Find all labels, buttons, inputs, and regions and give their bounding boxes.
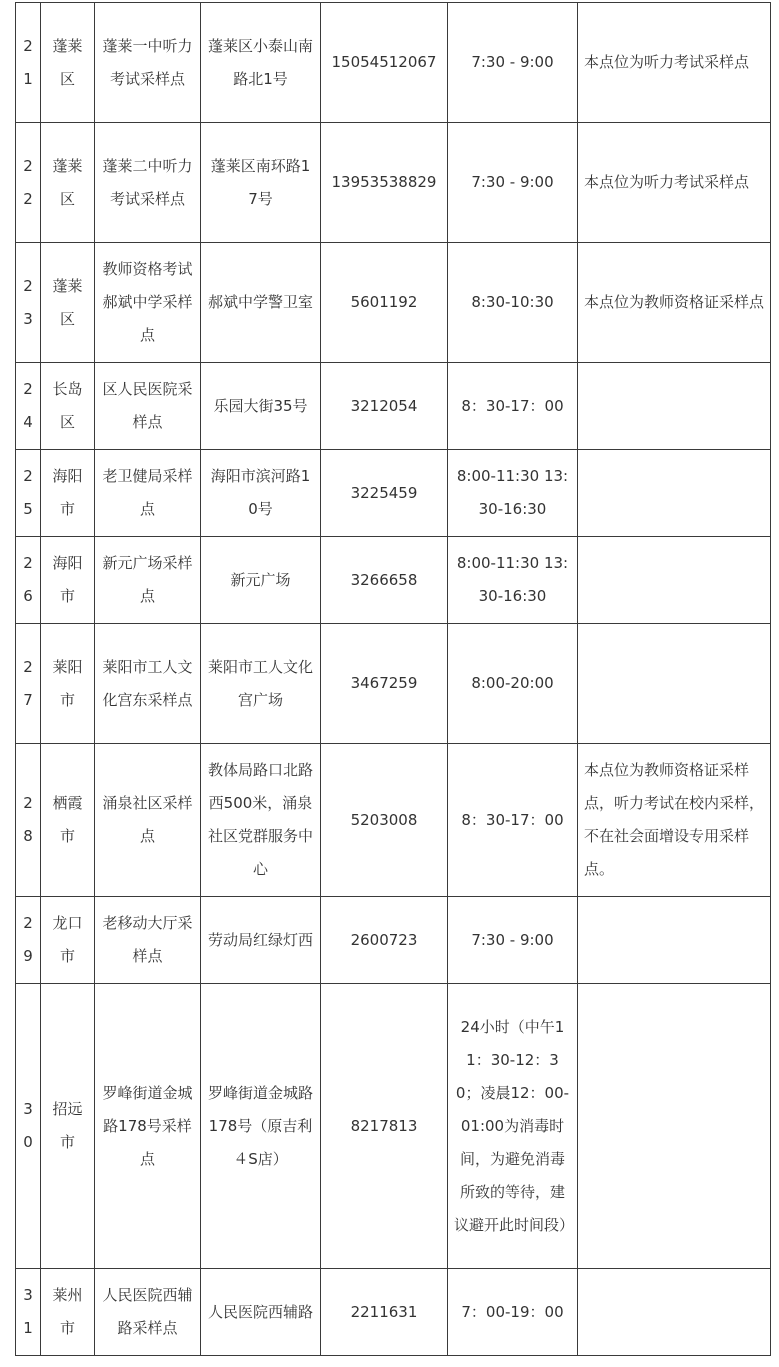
- table-row: [16, 624, 771, 744]
- address-cell: 莱阳市工人文化宫广场: [201, 624, 321, 744]
- district-cell: 莱阳市: [41, 624, 95, 744]
- row-number: 23: [16, 243, 41, 363]
- table-row: [16, 450, 771, 537]
- address-cell: 乐园大街35号: [201, 363, 321, 450]
- note-cell: [578, 897, 771, 984]
- district-cell: 蓬莱区: [41, 3, 95, 123]
- district-cell: 蓬莱区: [41, 123, 95, 243]
- note-cell: [578, 450, 771, 537]
- site-name-cell: 蓬莱一中听力考试采样点: [95, 3, 201, 123]
- site-name-cell: 新元广场采样点: [95, 537, 201, 624]
- note-cell: 本点位为听力考试采样点: [578, 123, 771, 243]
- district-cell: 海阳市: [41, 537, 95, 624]
- hours-cell: 7:30 - 9:00: [448, 897, 578, 984]
- row-number: 28: [16, 744, 41, 897]
- district-cell: 栖霞市: [41, 744, 95, 897]
- note-cell: 本点位为听力考试采样点: [578, 3, 771, 123]
- site-name-cell: 区人民医院采样点: [95, 363, 201, 450]
- address-cell: 郝斌中学警卫室: [201, 243, 321, 363]
- phone-cell: 3467259: [321, 624, 448, 744]
- table-row: [16, 537, 771, 624]
- table-row: [16, 123, 771, 243]
- row-number: 27: [16, 624, 41, 744]
- hours-cell: 8:00-11:30 13:30-16:30: [448, 450, 578, 537]
- address-cell: 罗峰街道金城路178号（原吉利４S店）: [201, 984, 321, 1269]
- phone-cell: 15054512067: [321, 3, 448, 123]
- hours-cell: 7:30 - 9:00: [448, 3, 578, 123]
- address-cell: 劳动局红绿灯西: [201, 897, 321, 984]
- district-cell: 莱州市: [41, 1269, 95, 1356]
- phone-cell: 5203008: [321, 744, 448, 897]
- site-name-cell: 莱阳市工人文化宫东采样点: [95, 624, 201, 744]
- table-row: [16, 1269, 771, 1356]
- site-name-cell: 蓬莱二中听力考试采样点: [95, 123, 201, 243]
- row-number: 22: [16, 123, 41, 243]
- district-cell: 蓬莱区: [41, 243, 95, 363]
- sampling-sites-table: [15, 2, 771, 1356]
- note-cell: 本点位为教师资格证采样点: [578, 243, 771, 363]
- address-cell: 人民医院西辅路: [201, 1269, 321, 1356]
- site-name-cell: 罗峰街道金城路178号采样点: [95, 984, 201, 1269]
- phone-cell: 3212054: [321, 363, 448, 450]
- table-row: [16, 3, 771, 123]
- row-number: 31: [16, 1269, 41, 1356]
- phone-cell: 2600723: [321, 897, 448, 984]
- district-cell: 招远市: [41, 984, 95, 1269]
- site-name-cell: 老卫健局采样点: [95, 450, 201, 537]
- hours-cell: 8:00-20:00: [448, 624, 578, 744]
- site-name-cell: 涌泉社区采样点: [95, 744, 201, 897]
- site-name-cell: 教师资格考试郝斌中学采样点: [95, 243, 201, 363]
- note-cell: [578, 1269, 771, 1356]
- row-number: 29: [16, 897, 41, 984]
- row-number: 25: [16, 450, 41, 537]
- note-cell: [578, 984, 771, 1269]
- table-row: [16, 363, 771, 450]
- address-cell: 海阳市滨河路10号: [201, 450, 321, 537]
- address-cell: 蓬莱区南环路17号: [201, 123, 321, 243]
- row-number: 24: [16, 363, 41, 450]
- address-cell: 蓬莱区小泰山南路北1号: [201, 3, 321, 123]
- district-cell: 长岛区: [41, 363, 95, 450]
- note-cell: 本点位为教师资格证采样点，听力考试在校内采样，不在社会面增设专用采样点。: [578, 744, 771, 897]
- site-name-cell: 人民医院西辅路采样点: [95, 1269, 201, 1356]
- table-row: [16, 744, 771, 897]
- district-cell: 龙口市: [41, 897, 95, 984]
- note-cell: [578, 363, 771, 450]
- hours-cell: 8:00-11:30 13:30-16:30: [448, 537, 578, 624]
- hours-cell: 8：30-17：00: [448, 744, 578, 897]
- district-cell: 海阳市: [41, 450, 95, 537]
- hours-cell: 24小时（中午11：30-12：30；凌晨12：00-01:00为消毒时间，为避免消毒所致的等待，建议避开此时间段）: [448, 984, 578, 1269]
- phone-cell: 5601192: [321, 243, 448, 363]
- address-cell: 新元广场: [201, 537, 321, 624]
- phone-cell: 3225459: [321, 450, 448, 537]
- row-number: 21: [16, 3, 41, 123]
- phone-cell: 8217813: [321, 984, 448, 1269]
- table-row: [16, 897, 771, 984]
- note-cell: [578, 624, 771, 744]
- phone-cell: 13953538829: [321, 123, 448, 243]
- phone-cell: 2211631: [321, 1269, 448, 1356]
- row-number: 26: [16, 537, 41, 624]
- phone-cell: 3266658: [321, 537, 448, 624]
- table-row: [16, 984, 771, 1269]
- hours-cell: 8:30-10:30: [448, 243, 578, 363]
- table-row: [16, 243, 771, 363]
- hours-cell: 7:30 - 9:00: [448, 123, 578, 243]
- row-number: 30: [16, 984, 41, 1269]
- address-cell: 教体局路口北路西500米，涌泉社区党群服务中心: [201, 744, 321, 897]
- site-name-cell: 老移动大厅采样点: [95, 897, 201, 984]
- hours-cell: 7：00-19：00: [448, 1269, 578, 1356]
- note-cell: [578, 537, 771, 624]
- hours-cell: 8：30-17：00: [448, 363, 578, 450]
